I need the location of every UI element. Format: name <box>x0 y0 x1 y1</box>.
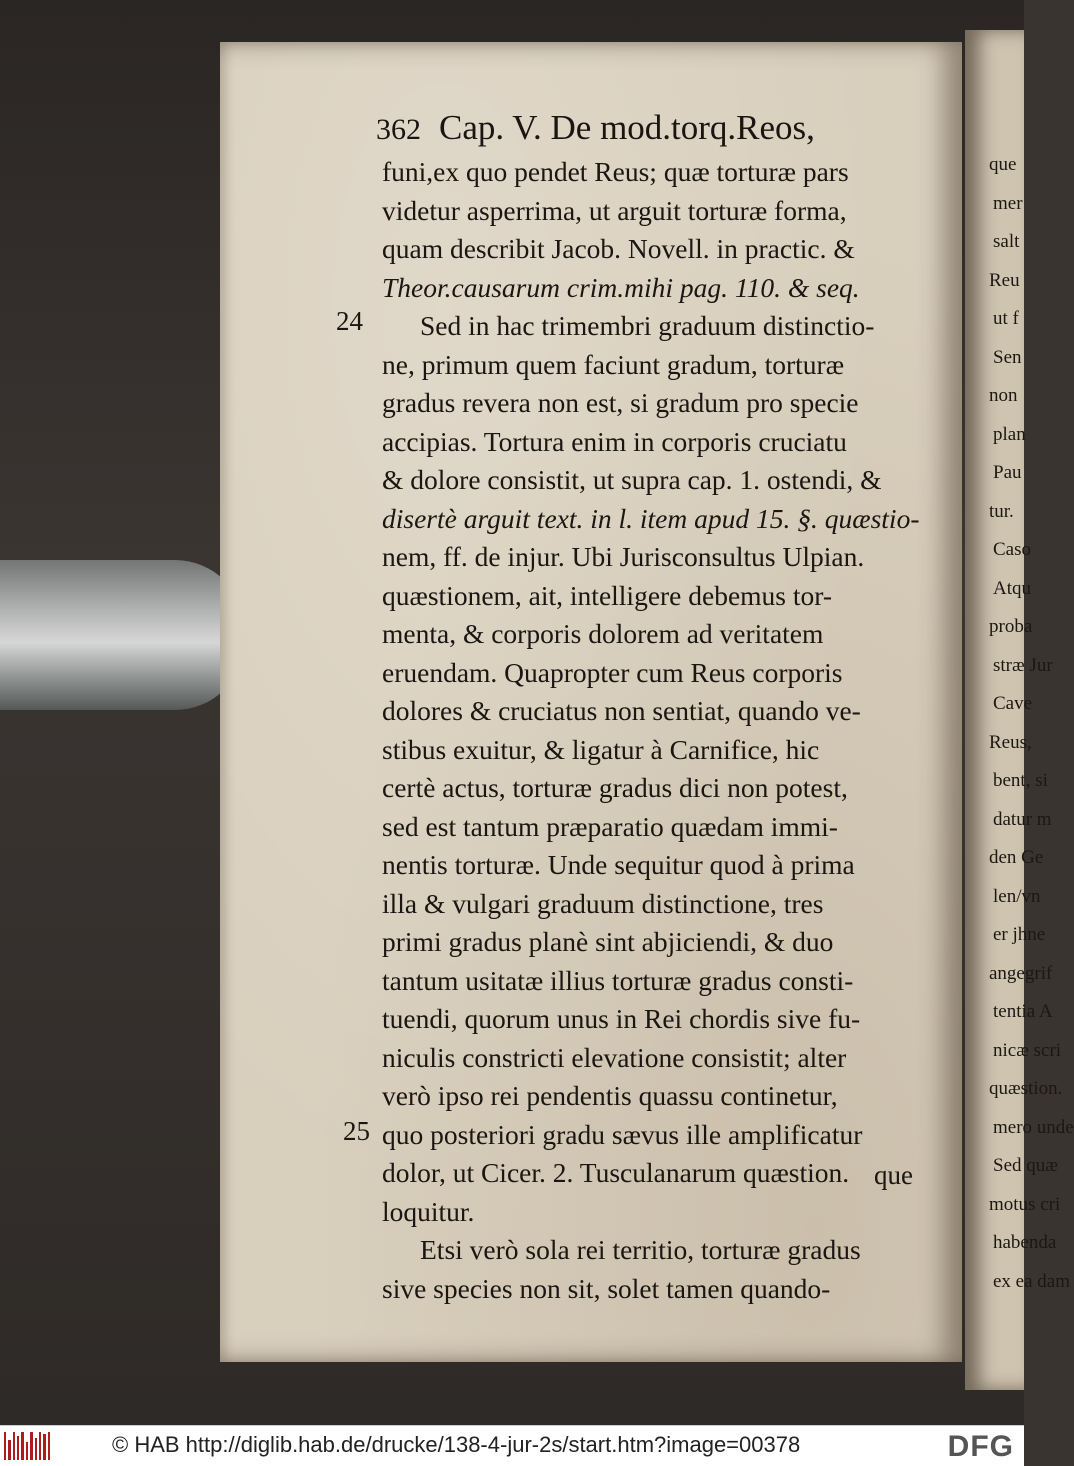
adjacent-page-fragment: Reu <box>989 269 1020 291</box>
adjacent-page-fragment: Atqu <box>993 577 1031 599</box>
adjacent-page-fragment: non <box>989 385 1018 406</box>
text-line: funi,ex quo pendet Reus; quæ torturæ pars <box>382 156 849 187</box>
text-line: loquitur. <box>382 1195 475 1227</box>
adjacent-page-fragment: er jhne <box>993 924 1046 945</box>
text-line: primi gradus planè sint abjiciendi, & duo <box>382 926 834 957</box>
text-line: nem, ff. de injur. Ubi Jurisconsultus Ulpian. <box>382 541 865 572</box>
text-line: stibus exuitur, & ligatur à Carnifice, hic <box>382 733 820 765</box>
adjacent-page-fragment: mer <box>993 192 1023 214</box>
page-number: 362 <box>376 113 421 146</box>
text-line: sive species non sit, solet tamen quando- <box>382 1272 831 1304</box>
adjacent-page-fragment: plan <box>993 423 1026 445</box>
text-line: dolor, ut Cicer. 2. Tusculanarum quæstion. <box>382 1157 850 1188</box>
text-line: gradus revera non est, si gradum pro specie <box>382 387 859 418</box>
copyright-link[interactable]: © HAB http://diglib.hab.de/drucke/138-4-jur-2s/start.htm?image=00378 <box>112 1432 801 1457</box>
text-line: tantum usitatæ illius torturæ gradus consti- <box>382 964 854 996</box>
adjacent-page-fragment: ex ea dam <box>993 1270 1071 1292</box>
text-line: Theor.causarum crim.mihi pag. 110. & seq. <box>382 271 860 303</box>
text-line: illa & vulgari graduum distinctione, tres <box>382 887 824 919</box>
text-line: videtur asperrima, ut arguit torturæ forma, <box>382 194 847 226</box>
text-line: quam describit Jacob. Novell. in practic. & <box>382 233 855 264</box>
text-line: eruendam. Quapropter cum Reus corporis <box>382 656 843 688</box>
adjacent-page-fragment: Pau <box>993 462 1022 483</box>
body-text <box>382 153 942 1308</box>
running-head-title: Cap. V. De mod.torq.Reos, <box>439 108 815 147</box>
adjacent-page-fragment: quæstion. <box>989 1078 1063 1099</box>
text-line: & dolore consistit, ut supra cap. 1. ostendi, & <box>382 464 882 495</box>
adjacent-page-fragment: Reus, <box>989 731 1032 753</box>
text-line: certè actus, torturæ gradus dici non potest, <box>382 772 848 803</box>
adjacent-page-fragment: den Ge <box>989 847 1044 868</box>
adjacent-page-fragment: Sen <box>993 346 1022 368</box>
adjacent-page-edge <box>965 30 1074 1390</box>
text-line: quæstionem, ait, intelligere debemus tor- <box>382 579 833 611</box>
adjacent-page-fragment: motus cri <box>989 1193 1061 1215</box>
text-line: sed est tantum præparatio quædam immi- <box>382 810 838 842</box>
text-line: verò ipso rei pendentis quassu continetur, <box>382 1080 838 1111</box>
adjacent-page-fragment: tentia A <box>993 1001 1053 1022</box>
barcode-icon <box>4 1432 50 1460</box>
text-line: nentis torturæ. Unde sequitur quod à prima <box>382 849 855 880</box>
text-line: niculis constricti elevatione consistit; alter <box>382 1041 847 1073</box>
text-line: tuendi, quorum unus in Rei chordis sive fu- <box>382 1003 861 1034</box>
text-line: disertè arguit text. in l. item apud 15. §. quæstio- <box>382 502 920 534</box>
dfg-logo: DFG <box>947 1430 1014 1463</box>
adjacent-page-fragment: proba <box>989 616 1033 637</box>
page-holder-clip <box>0 560 245 710</box>
text-line: Etsi verò sola rei territio, torturæ gradus <box>420 1234 861 1265</box>
adjacent-page-fragment: ut f <box>993 308 1019 329</box>
adjacent-page-fragment: habenda <box>993 1232 1057 1253</box>
adjacent-page-fragment: Cave <box>993 693 1033 714</box>
text-line: dolores & cruciatus non sentiat, quando ve- <box>382 695 861 726</box>
adjacent-page-fragment: len/vn <box>993 885 1041 907</box>
adjacent-page-fragment: mero unde <box>993 1116 1074 1138</box>
margin-note-25: 25 <box>343 1116 370 1146</box>
adjacent-page-fragment: bent, si <box>993 770 1048 791</box>
viewer-footer <box>0 1425 1024 1466</box>
text-line: Sed in hac trimembri graduum distinctio- <box>420 310 875 341</box>
adjacent-page-fragment: tur. <box>989 500 1014 522</box>
adjacent-page-fragment: Sed quæ <box>993 1155 1058 1176</box>
adjacent-page-fragment: que <box>989 154 1017 175</box>
text-line: ne, primum quem faciunt gradum, torturæ <box>382 348 845 380</box>
adjacent-page-fragment: salt <box>993 231 1020 252</box>
adjacent-page-fragment: nicæ scri <box>993 1039 1062 1061</box>
adjacent-page-fragment: datur m <box>993 808 1052 830</box>
catchword: que <box>874 1160 913 1190</box>
running-head <box>376 108 815 148</box>
adjacent-page-fragment: angegrif <box>989 962 1053 984</box>
text-line: quo posteriori gradu sævus ille amplificatur <box>382 1118 863 1150</box>
adjacent-page-fragment: stræ Jur <box>993 654 1053 676</box>
margin-note-24: 24 <box>336 306 363 336</box>
text-line: menta, & corporis dolorem ad veritatem <box>382 618 824 649</box>
text-line: accipias. Tortura enim in corporis cruciatu <box>382 425 847 457</box>
adjacent-page-fragment: Caso <box>993 539 1031 560</box>
